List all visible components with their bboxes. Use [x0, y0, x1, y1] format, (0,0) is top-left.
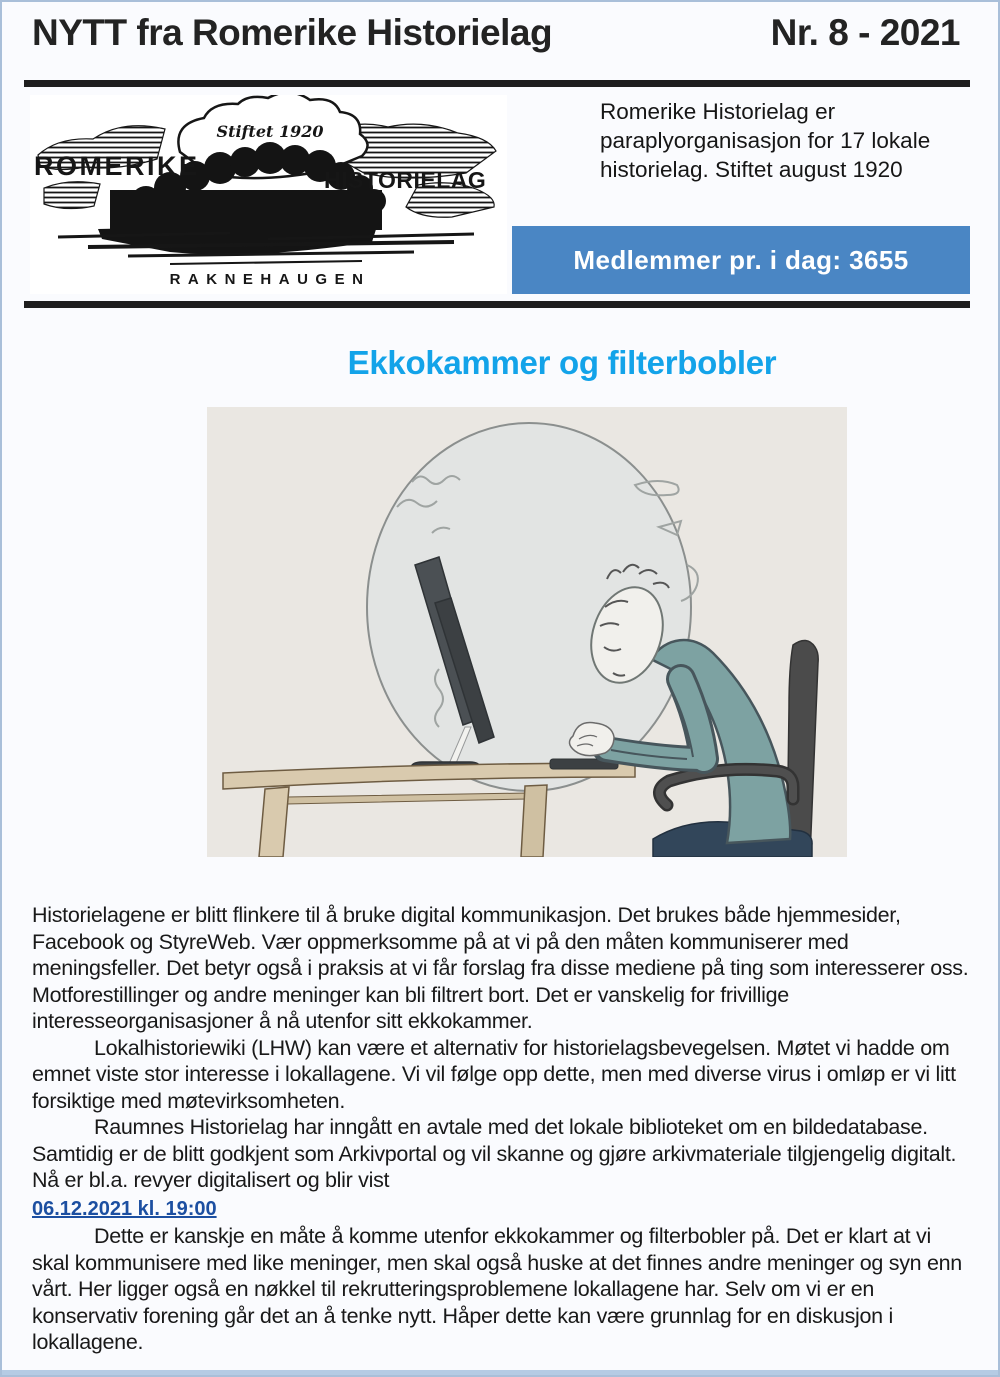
member-count-banner [512, 226, 970, 294]
paragraph-3: Raumnes Historielag har inngått en avtale med det lokale biblioteket om en bildedatabase. Samtidig er de blitt godkjent som Arkivportal og vil skanne og gjøre arkivmateriale tilgjengelig digitalt. Nå er bl.a. revyer digitalisert og blir vist [32, 1115, 957, 1192]
logo-name-right: HISTORIELAG [324, 167, 487, 193]
logo-image [30, 95, 507, 294]
issue-number: Nr. 8 - 2021 [770, 12, 960, 53]
logo-mound-text: RAKNEHAUGEN [169, 271, 371, 288]
paragraph-1: Historielagene er blitt flinkere til å bruke digital kommunikasjon. Det brukes både hjemmesider, Facebook og StyreWeb. Vær oppmerksomme på at vi på den måten kommuniserer med meningsfeller. Det betyr også i praksis at vi får forslag fra disse mediene på ting som interesserer oss. Motforestillinger og andre meninger kan bli filtrert bort. Det er vanskelig for frivillige interesseorganisasjoner å nå utenfor sitt ekkokammer. [32, 903, 969, 1033]
paragraph-4: Dette er kanskje en måte å komme utenfor ekkokammer og filterbobler på. Det er klart at vi skal kommunisere med like meninger, men skal også huske at det finnes andre meninger og syn enn vårt. Her ligger også en nøkkel til rekrutteringsproblemene lokallagene har. Selv om vi er en konservativ forening går det an å tenke nytt. Håper dette kan være grunnlag for en diskusjon i lokallagene. [32, 1224, 962, 1354]
divider-rule-top [24, 80, 970, 87]
member-count-label: Medlemmer pr. i dag: 3655 [573, 244, 909, 275]
article-heading: Ekkokammer og filterbobler [347, 344, 777, 381]
divider-rule-bottom [24, 301, 970, 308]
event-date-link[interactable]: 06.12.2021 kl. 19:00 [32, 1197, 217, 1220]
paragraph-2: Lokalhistoriewiki (LHW) kan være et alternativ for historielagsbevegelsen. Møtet vi hadde om emnet viste stor interesse i lokallagene. Vi vil følge opp dette, men med diverse virus i omløp er vi litt forsiktige med møtevirksomheten. [32, 1035, 956, 1113]
society-logo [30, 95, 507, 294]
newsletter-title: NYTT fra Romerike Historielag [32, 12, 553, 53]
article-body [32, 902, 973, 1356]
logo-name-left: ROMERIKE [34, 151, 200, 181]
filter-bubble-illustration [207, 407, 847, 857]
logo-founded-text: Stiftet 1920 [216, 122, 324, 141]
masthead [32, 12, 960, 54]
about-text: Romerike Historielag er paraplyorganisasjon for 17 lokale historielag. Stiftet august 1920 [600, 99, 931, 182]
bottom-strip [2, 1370, 998, 1375]
